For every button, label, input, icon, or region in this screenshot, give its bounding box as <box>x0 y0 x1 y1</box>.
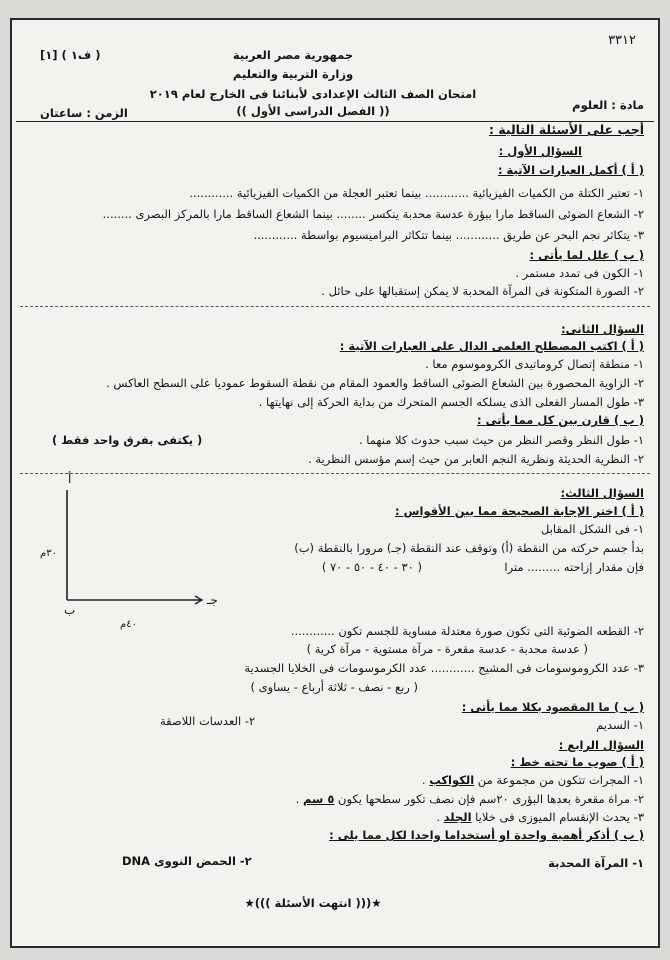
q3a-item1-choices: ( ٣٠ - ٤٠ - ٥٠ - ٧٠ ) <box>321 560 422 574</box>
q1b-title: ( ب ) علل لما يأتى : <box>529 248 644 262</box>
q1a-item: ٣- يتكاثر نجم البحر عن طريق ............ بينما تتكاثر البراميسيوم بواسطة ............ <box>253 228 644 242</box>
q3b-title: ( ب ) ما المقصود بكلا مما يأتى : <box>461 700 644 714</box>
q4b-title: ( ب ) أذكر أهمية واحدة او أستخداما واحدا لكل مما يلى : <box>329 828 644 842</box>
q2-title: السؤال الثانى: <box>561 322 644 336</box>
exam-title: امتحان الصف الثالث الإعدادى لأبنائنا فى الخارج لعام ٢٠١٩ <box>149 87 477 101</box>
q2a-item: ٢- الزاوية المحصورة بين الشعاع الضوئى الساقط والعمود المقام من نقطة السقوط عموديا على السطح العاكس . <box>106 376 644 390</box>
page-mark: ( ف١ ) [١] <box>40 48 101 62</box>
q3a-item3: ٣- عدد الكروموسومات فى المشيج ............ عدد الكرموسومات فى الخلايا الجسدية <box>244 661 644 675</box>
q3b-item: ١- السديم <box>596 718 644 732</box>
q4a-item: ٢- مراة مقعرة بعدها البؤرى ٢٠سم فإن نصف تكور سطحها يكون ٥ سم . <box>295 792 644 806</box>
q4b-item: ١- المرآة المحدبة <box>548 856 644 870</box>
underlined-term: الكواكب <box>429 773 475 787</box>
subject-label: مادة : العلوم <box>572 98 644 112</box>
q2a-item: ٣- طول المسار الفعلى الذى يسلكه الجسم المتحرك من بداية الحركة إلى نهايتها . <box>258 395 644 409</box>
q2a-item: ١- منطقة إتصال كروماتيدى الكروموسوم معا . <box>425 357 644 371</box>
q3b-item: ٢- العدسات اللاصقة <box>160 714 256 728</box>
q2b-item: ١- طول النظر وقصر النظر من حيث سبب حدوث كلا منهما . <box>358 433 644 447</box>
q3a-item1-line: بدأ جسم حركته من النقطة (أ) وتوقف عند النقطة (جـ) مرورا بالنقطة (ب) <box>294 541 644 555</box>
instruction: أجب على الأسئلة التالية : <box>488 122 644 137</box>
q1a-item: ١- تعتبر الكتلة من الكميات الفيزيائية ............ بينما تعتبر العجلة من الكميات الفيزيائية ............ <box>189 186 644 200</box>
q4b-item: ٢- الحمض النووى DNA <box>122 854 252 868</box>
q3-title: السؤال الثالث: <box>560 486 644 500</box>
q1-title: السؤال الأول : <box>498 144 582 158</box>
q2b-note: ( يكتفى بفرق واحد فقط ) <box>52 433 203 447</box>
footer-end-note: ★((( انتهت الأسئلة )))★ <box>244 896 382 910</box>
q3a-item2: ٢- القطعه الضوئية التى تكون صورة معتدلة مساوية للجسم تكون ............ <box>290 624 644 638</box>
ministry-title: وزارة التربية والتعليم <box>232 67 354 81</box>
q4a-item: ١- المجرات تتكون من مجموعة من الكواكب . <box>421 773 644 787</box>
q3a-title: ( أ ) اختر الإجابة الصحيحة مما بين الأقواس : <box>395 504 644 518</box>
q3a-item3-choices: ( ربع - نصف - ثلاثة أرباع - يساوى ) <box>250 680 418 694</box>
figure-point-a: أ <box>68 472 72 486</box>
q3a-item2-choices: ( عدسة محدبة - عدسة مقعرة - مرآة مستوية - مرآة كرية ) <box>306 642 588 656</box>
q2a-title: ( أ ) اكتب المصطلح العلمى الدال على العبارات الآتية : <box>339 339 644 353</box>
exam-paper <box>10 18 660 948</box>
q2b-title: ( ب ) قارن بين كل مما يأتى : <box>476 413 644 427</box>
q1b-item: ١- الكون فى تمدد مستمر . <box>515 266 644 280</box>
q4-title: السؤال الرابع : <box>558 738 644 752</box>
q4a-title: ( أ ) صوب ما تحته خط : <box>510 755 644 769</box>
time-label: الزمن : ساعتان <box>40 106 128 120</box>
q1a-item: ٢- الشعاع الضوئى الساقط مارا ببؤرة عدسة محدبة ينكسر ........ بينما الشعاع الساقط مارا بالمركز البصرى ........ <box>102 207 644 221</box>
q3a-item1-line: ١- فى الشكل المقابل <box>541 522 644 536</box>
figure-horizontal-label: ٤٠م <box>120 619 137 630</box>
q4a-item: ٣- يحدث الإنقسام الميوزى فى خلايا الجلد . <box>436 810 644 824</box>
q1a-title: ( أ ) أكمل العبارات الآتية : <box>497 163 644 177</box>
figure-point-c: جـ <box>207 593 218 607</box>
underlined-term: ٥ سم <box>302 792 335 806</box>
figure-vertical-label: ٣٠م <box>40 548 57 559</box>
exam-code: ٣٣١٢ <box>608 33 636 48</box>
figure-point-b: ب <box>64 603 76 617</box>
q2b-item: ٢- النظرية الحديثة ونظرية النجم العابر من حيث إسم مؤسس النظرية . <box>308 452 644 466</box>
q3a-item1-line: فإن مقدار إزاحته ......... مترا <box>504 560 644 574</box>
republic-title: جمهورية مصر العربية <box>232 48 354 62</box>
q1b-item: ٢- الصورة المتكونة فى المرآة المحدبة لا يمكن إستقبالها على حائل . <box>321 284 644 298</box>
term-title: (( الفصل الدراسى الأول )) <box>236 104 390 118</box>
underlined-term: الجلد <box>443 810 472 824</box>
